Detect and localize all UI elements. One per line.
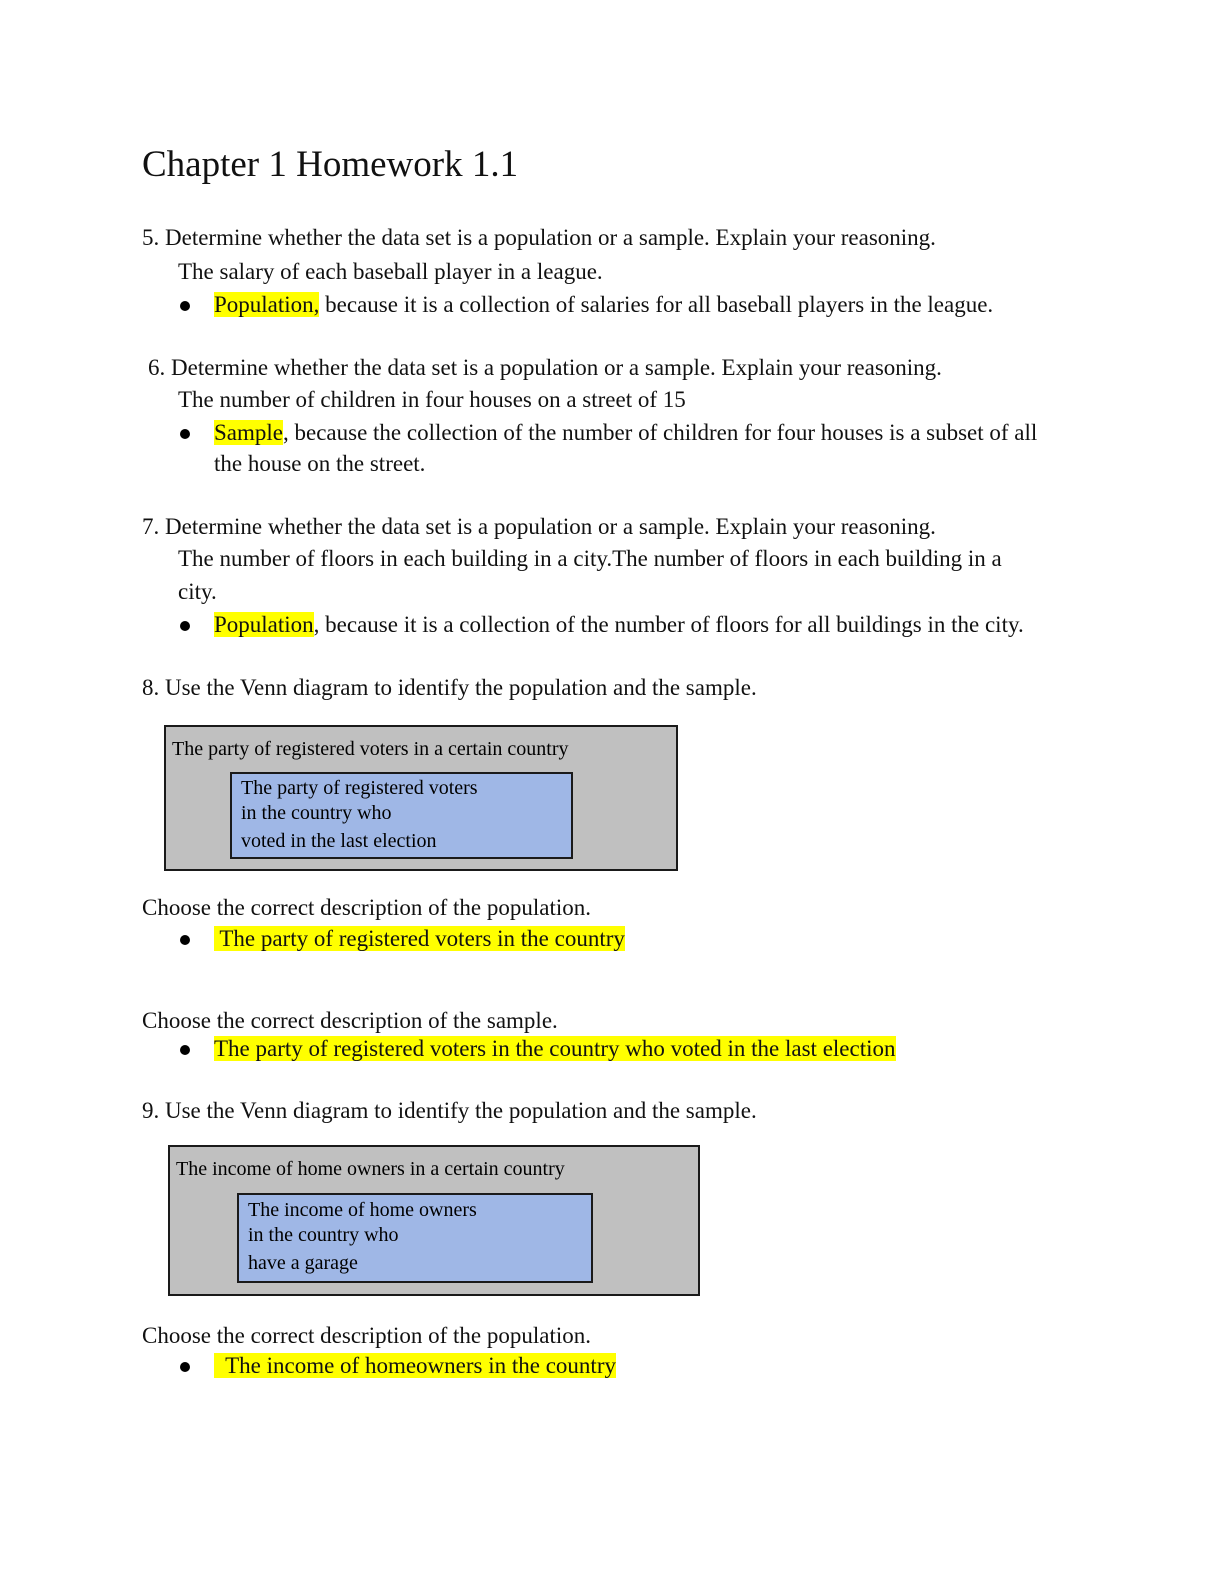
q6-prompt: 6. Determine whether the data set is a population or a sample. Explain your reasoning.	[148, 355, 942, 380]
bullet-icon	[180, 1362, 190, 1372]
q9-population-prompt: Choose the correct description of the population.	[142, 1323, 592, 1348]
q9-population-answer	[214, 1351, 616, 1381]
q6-answer	[214, 418, 1037, 448]
q6-data: The number of children in four houses on a street of 15	[178, 387, 686, 412]
venn-sample-label	[241, 776, 478, 854]
bullet-icon	[180, 301, 190, 311]
q9-prompt: 9. Use the Venn diagram to identify the population and the sample.	[142, 1098, 757, 1123]
venn-population-label: The party of registered voters in a certain country	[172, 738, 569, 760]
bullet-icon	[180, 935, 190, 945]
q6-answer-rest: , because the collection of the number of children for four houses is a subset of all	[283, 420, 1038, 445]
venn-population-label: The income of home owners in a certain country	[176, 1158, 565, 1180]
q8-prompt: 8. Use the Venn diagram to identify the population and the sample.	[142, 675, 757, 700]
q8-population-answer-highlight: The party of registered voters in the country	[214, 926, 625, 951]
q7-answer-rest: , because it is a collection of the number of floors for all buildings in the city.	[313, 612, 1024, 637]
q8-sample-prompt: Choose the correct description of the sample.	[142, 1008, 558, 1033]
q6-answer-continued: the house on the street.	[214, 451, 426, 476]
q5-prompt: 5. Determine whether the data set is a population or a sample. Explain your reasoning.	[142, 225, 936, 250]
q9-population-answer-highlight: The income of homeowners in the country	[214, 1353, 616, 1378]
q7-data-line1: The number of floors in each building in a city.The number of floors in each building in a	[178, 546, 1002, 571]
q5-answer-highlight: Population,	[214, 292, 320, 317]
q7-data-line2: city.	[178, 579, 217, 604]
q8-population-answer	[214, 924, 625, 954]
bullet-icon	[180, 621, 190, 631]
bullet-icon	[180, 429, 190, 439]
bullet-icon	[180, 1045, 190, 1055]
q8-population-prompt: Choose the correct description of the population.	[142, 895, 592, 920]
venn-diagram-sample	[237, 1193, 593, 1283]
venn-sample-line: in the country who	[241, 802, 392, 824]
venn-sample-line: The income of home owners	[248, 1199, 477, 1221]
q6-answer-highlight: Sample	[214, 420, 283, 445]
q7-answer-highlight: Population	[214, 612, 314, 637]
venn-sample-line: The party of registered voters	[241, 777, 478, 799]
q5-answer	[214, 290, 993, 320]
venn-diagram-population	[164, 725, 678, 871]
venn-diagram-sample	[230, 772, 573, 859]
q8-sample-answer-highlight: The party of registered voters in the country who voted in the last election	[214, 1036, 896, 1061]
venn-sample-label	[248, 1198, 477, 1276]
q7-prompt: 7. Determine whether the data set is a population or a sample. Explain your reasoning.	[142, 514, 936, 539]
q5-answer-rest: because it is a collection of salaries for all baseball players in the league.	[319, 292, 994, 317]
venn-sample-line: voted in the last election	[241, 830, 437, 852]
venn-diagram-population	[168, 1145, 700, 1296]
venn-sample-line: have a garage	[248, 1252, 358, 1274]
page-title: Chapter 1 Homework 1.1	[142, 144, 519, 185]
q5-data: The salary of each baseball player in a league.	[178, 259, 603, 284]
venn-sample-line: in the country who	[248, 1224, 399, 1246]
q8-sample-answer	[214, 1034, 896, 1064]
q7-answer	[214, 610, 1024, 640]
